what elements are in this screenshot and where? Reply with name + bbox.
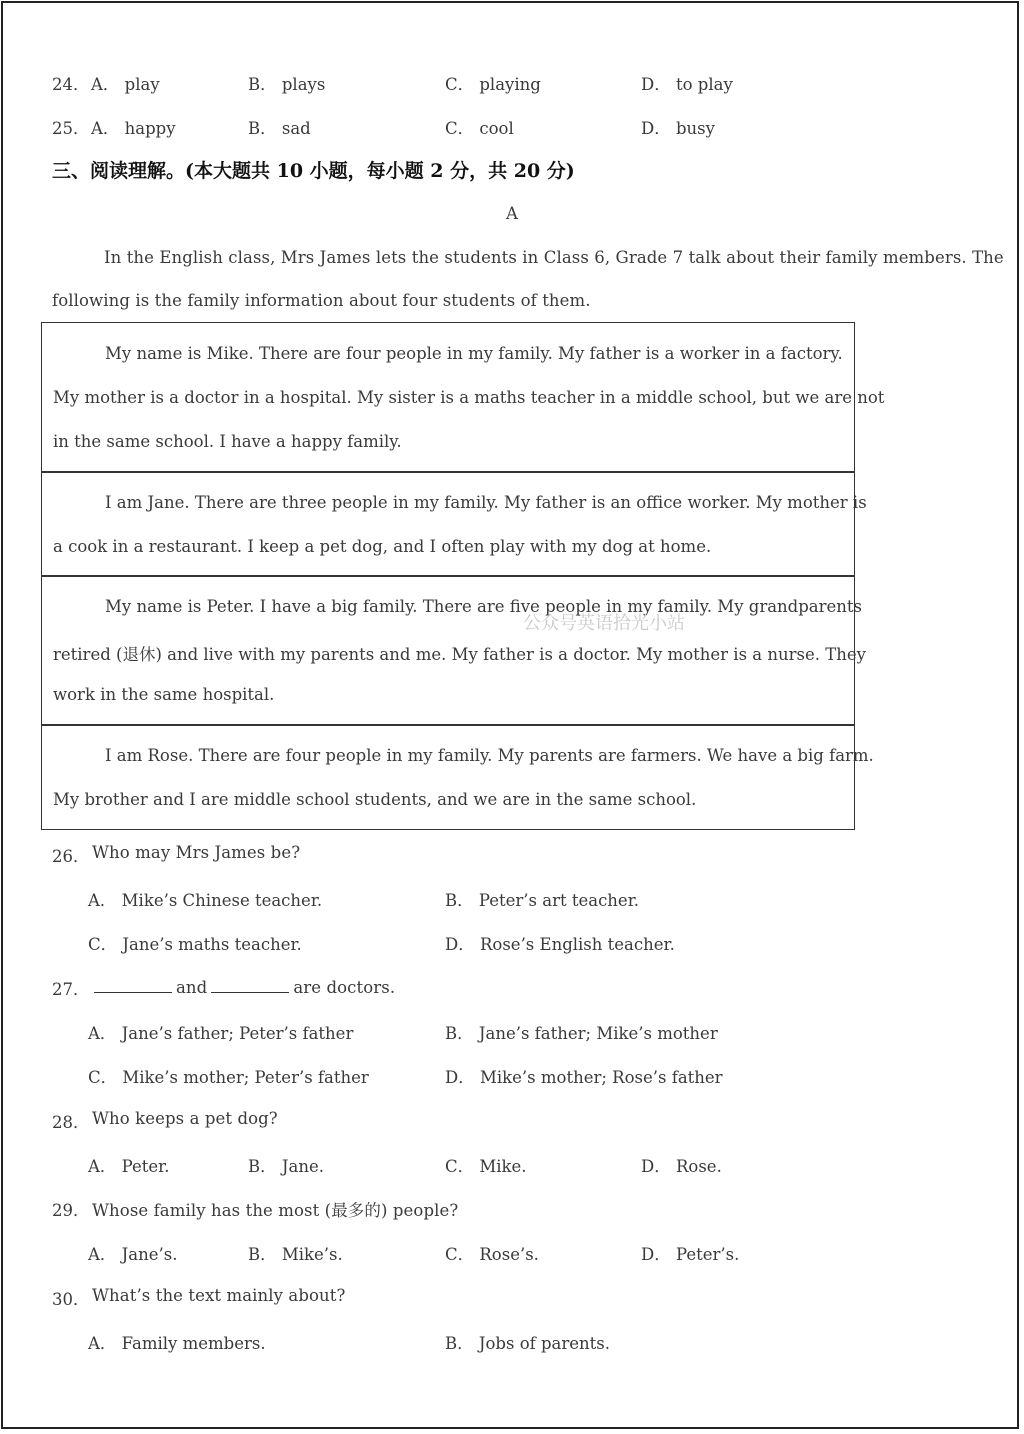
q25-option-c: C． cool [445, 119, 514, 138]
box-text-line: a cook in a restaurant. I keep a pet dog, and I often play with my dog at home. [53, 537, 712, 556]
q28-option-d: D． Rose. [641, 1157, 722, 1176]
exam-page [1, 1, 1019, 1429]
q27-and: and [176, 978, 208, 997]
q26-option-a: A． Mike’s Chinese teacher. [88, 891, 323, 910]
q28-option-a: A． Peter. [88, 1157, 170, 1176]
box-text-line: My brother and I are middle school students, and we are in the same school. [53, 790, 697, 809]
question-number-30: 30． [52, 1290, 90, 1309]
question-number-29: 29． [52, 1201, 90, 1220]
watermark-text: 公众号英语拾光小站 [523, 613, 685, 634]
box-text-line: work in the same hospital. [53, 685, 275, 704]
q27-tail: are doctors. [293, 978, 396, 997]
question-number-24: 24． [52, 75, 90, 94]
q29-option-b: B． Mike’s. [248, 1245, 343, 1264]
q30-option-a: A． Family members. [88, 1334, 266, 1353]
q27-option-d: D． Mike’s mother; Rose’s father [445, 1068, 723, 1087]
box-text-line: I am Jane. There are three people in my family. My father is an office worker. My mother is [105, 493, 867, 512]
q30-option-b: B． Jobs of parents. [445, 1334, 610, 1353]
question-number-25: 25． [52, 119, 90, 138]
question-number-27: 27． [52, 980, 90, 999]
q30-text: What’s the text mainly about? [92, 1286, 346, 1305]
q26-option-c: C． Jane’s maths teacher. [88, 935, 302, 954]
q26-text: Who may Mrs James be? [92, 843, 301, 862]
q27-option-c: C． Mike’s mother; Peter’s father [88, 1068, 369, 1087]
box-text-line: My name is Peter. I have a big family. There are five people in my family. My grandparents [105, 597, 863, 616]
q26-option-d: D． Rose’s English teacher. [445, 935, 675, 954]
q28-option-c: C． Mike. [445, 1157, 527, 1176]
q24-option-b: B． plays [248, 75, 326, 94]
box-text-line: retired (退休) and live with my parents and me. My father is a doctor. My mother is a nurse. They [53, 645, 866, 664]
info-box-peter [41, 575, 866, 726]
q27-stem [90, 976, 395, 997]
passage-label: A [506, 204, 518, 223]
q25-option-b: B． sad [248, 119, 311, 138]
intro-line-1: In the English class, Mrs James lets the students in Class 6, Grade 7 talk about their family members. The [104, 248, 1004, 267]
section-heading: 三、阅读理解。(本大题共 10 小题，每小题 2 分，共 20 分) [52, 160, 575, 182]
box-text-line: I am Rose. There are four people in my family. My parents are farmers. We have a big farm. [105, 746, 874, 765]
answer-blank [211, 976, 289, 993]
q24-option-d: D． to play [641, 75, 733, 94]
box-text-line: My mother is a doctor in a hospital. My sister is a maths teacher in a middle school, but we are not [53, 388, 885, 407]
info-box-jane [41, 471, 867, 577]
q29-text: Whose family has the most (最多的) people? [92, 1201, 459, 1220]
q29-option-d: D． Peter’s. [641, 1245, 740, 1264]
question-number-28: 28． [52, 1113, 90, 1132]
box-text-line: in the same school. I have a happy family. [53, 432, 402, 451]
q28-text: Who keeps a pet dog? [92, 1109, 278, 1128]
box-text-line: My name is Mike. There are four people in my family. My father is a worker in a factory. [105, 344, 843, 363]
q24-option-c: C． playing [445, 75, 541, 94]
intro-line-2: following is the family information about four students of them. [52, 291, 591, 310]
answer-blank [94, 976, 172, 993]
q26-option-b: B． Peter’s art teacher. [445, 891, 640, 910]
info-box-mike [41, 322, 885, 473]
q28-option-b: B． Jane. [248, 1157, 324, 1176]
q29-option-c: C． Rose’s. [445, 1245, 539, 1264]
info-box-rose [41, 724, 874, 830]
q25-option-d: D． busy [641, 119, 715, 138]
question-number-26: 26． [52, 847, 90, 866]
q24-option-a: A． play [91, 75, 160, 94]
q27-option-b: B． Jane’s father; Mike’s mother [445, 1024, 718, 1043]
q25-option-a: A． happy [91, 119, 176, 138]
q27-option-a: A． Jane’s father; Peter’s father [88, 1024, 354, 1043]
q29-option-a: A． Jane’s. [88, 1245, 178, 1264]
